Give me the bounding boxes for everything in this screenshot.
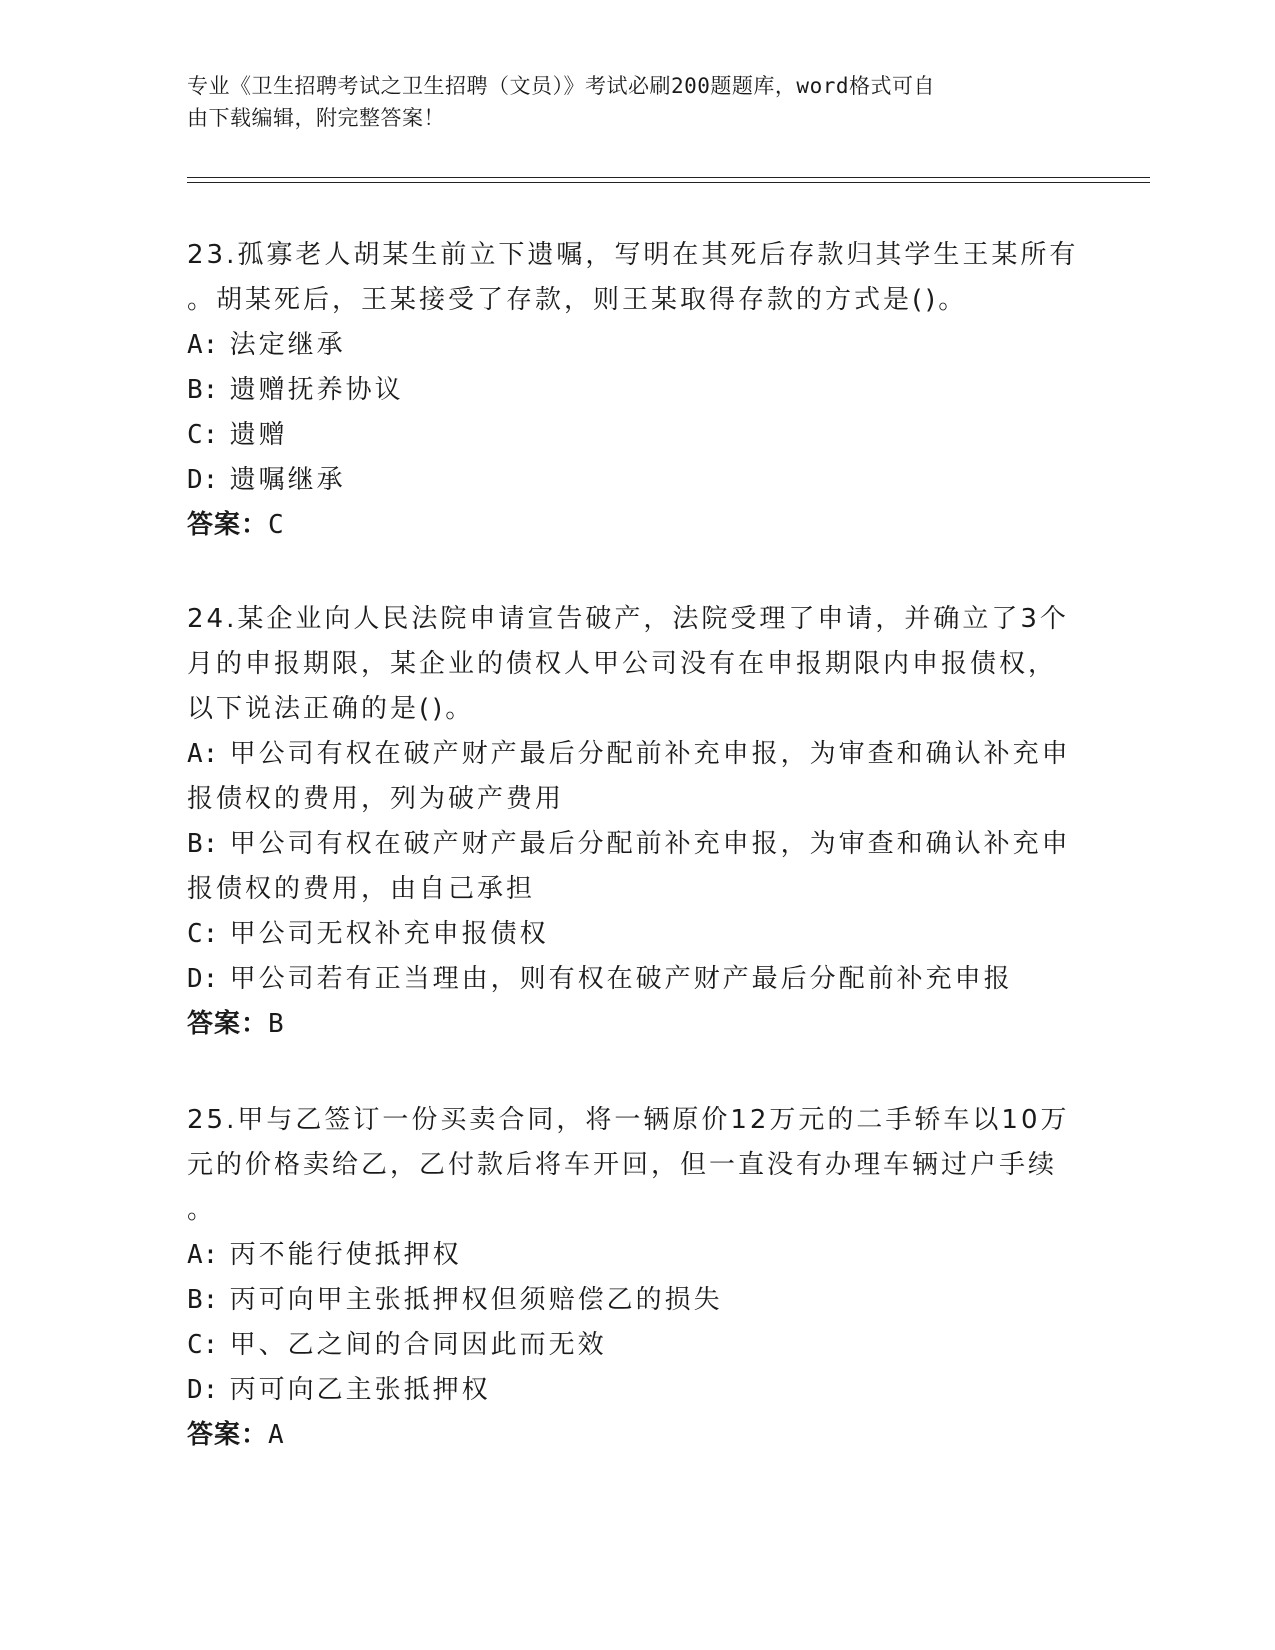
question-stem-line: 月的申报期限，某企业的债权人甲公司没有在申报期限内申报债权， bbox=[187, 649, 1058, 679]
header-divider-bottom bbox=[187, 182, 1150, 183]
answer-label: 答案： bbox=[187, 1420, 269, 1450]
answer-label: 答案： bbox=[187, 1009, 269, 1039]
document-header bbox=[187, 70, 1087, 134]
option-b bbox=[187, 822, 1071, 867]
answer-value: B bbox=[268, 1009, 285, 1039]
question-24 bbox=[187, 597, 1071, 1047]
option-key: D: bbox=[187, 465, 219, 495]
question-stem-line: 。 bbox=[187, 1195, 217, 1225]
option-text: 法定继承 bbox=[229, 330, 346, 360]
option-key: A: bbox=[187, 330, 219, 360]
question-25 bbox=[187, 1098, 1070, 1458]
question-stem-line: 以下说法正确的是()。 bbox=[187, 694, 475, 724]
option-b bbox=[187, 1278, 1067, 1323]
header-line-2: 由下载编辑，附完整答案！ bbox=[187, 106, 445, 130]
option-key: C: bbox=[187, 919, 219, 949]
option-c bbox=[187, 413, 1067, 458]
option-text: 甲公司有权在破产财产最后分配前补充申报，为审查和确认补充申 bbox=[229, 829, 1071, 859]
option-d bbox=[187, 458, 1067, 503]
option-a-continued: 报债权的费用，列为破产费用 bbox=[187, 784, 565, 814]
option-c bbox=[187, 1323, 1067, 1368]
option-text: 甲公司有权在破产财产最后分配前补充申报，为审查和确认补充申 bbox=[229, 739, 1071, 769]
option-key: B: bbox=[187, 1285, 219, 1315]
option-key: C: bbox=[187, 420, 219, 450]
option-key: D: bbox=[187, 964, 219, 994]
answer-label: 答案： bbox=[187, 510, 269, 540]
question-stem-line: 元的价格卖给乙，乙付款后将车开回，但一直没有办理车辆过户手续 bbox=[187, 1150, 1058, 1180]
answer-value: A bbox=[268, 1420, 285, 1450]
option-d bbox=[187, 957, 1067, 1002]
option-key: D: bbox=[187, 1375, 219, 1405]
option-text: 甲公司无权补充申报债权 bbox=[229, 919, 549, 949]
answer-value: C bbox=[268, 510, 285, 540]
option-text: 遗赠抚养协议 bbox=[229, 375, 404, 405]
option-text: 甲、乙之间的合同因此而无效 bbox=[229, 1330, 607, 1360]
header-line-1: 专业《卫生招聘考试之卫生招聘（文员）》考试必刷200题题库，word格式可自 bbox=[187, 74, 935, 98]
option-key: B: bbox=[187, 375, 219, 405]
question-stem-line: 24.某企业向人民法院申请宣告破产，法院受理了申请，并确立了3个 bbox=[187, 604, 1069, 634]
option-c bbox=[187, 912, 1067, 957]
question-23 bbox=[187, 233, 1079, 548]
question-stem-line: 25.甲与乙签订一份买卖合同，将一辆原价12万元的二手轿车以10万 bbox=[187, 1105, 1070, 1135]
option-text: 遗赠 bbox=[229, 420, 288, 450]
option-a bbox=[187, 732, 1071, 777]
answer-line bbox=[187, 1413, 1067, 1458]
option-key: A: bbox=[187, 739, 219, 769]
question-stem-line: 。胡某死后，王某接受了存款，则王某取得存款的方式是()。 bbox=[187, 285, 968, 315]
option-text: 遗嘱继承 bbox=[229, 465, 346, 495]
option-key: C: bbox=[187, 1330, 219, 1360]
option-b-continued: 报债权的费用，由自己承担 bbox=[187, 874, 536, 904]
option-text: 丙可向乙主张抵押权 bbox=[229, 1375, 491, 1405]
answer-line bbox=[187, 503, 1067, 548]
header-divider-top bbox=[187, 177, 1150, 178]
answer-line bbox=[187, 1002, 1067, 1047]
option-text: 甲公司若有正当理由，则有权在破产财产最后分配前补充申报 bbox=[229, 964, 1013, 994]
question-stem-line: 23.孤寡老人胡某生前立下遗嘱，写明在其死后存款归其学生王某所有 bbox=[187, 240, 1079, 270]
option-d bbox=[187, 1368, 1067, 1413]
option-text: 丙不能行使抵押权 bbox=[229, 1240, 462, 1270]
option-text: 丙可向甲主张抵押权但须赔偿乙的损失 bbox=[229, 1285, 723, 1315]
option-a bbox=[187, 1233, 1067, 1278]
option-a bbox=[187, 323, 1067, 368]
option-key: A: bbox=[187, 1240, 219, 1270]
option-b bbox=[187, 368, 1067, 413]
option-key: B: bbox=[187, 829, 219, 859]
